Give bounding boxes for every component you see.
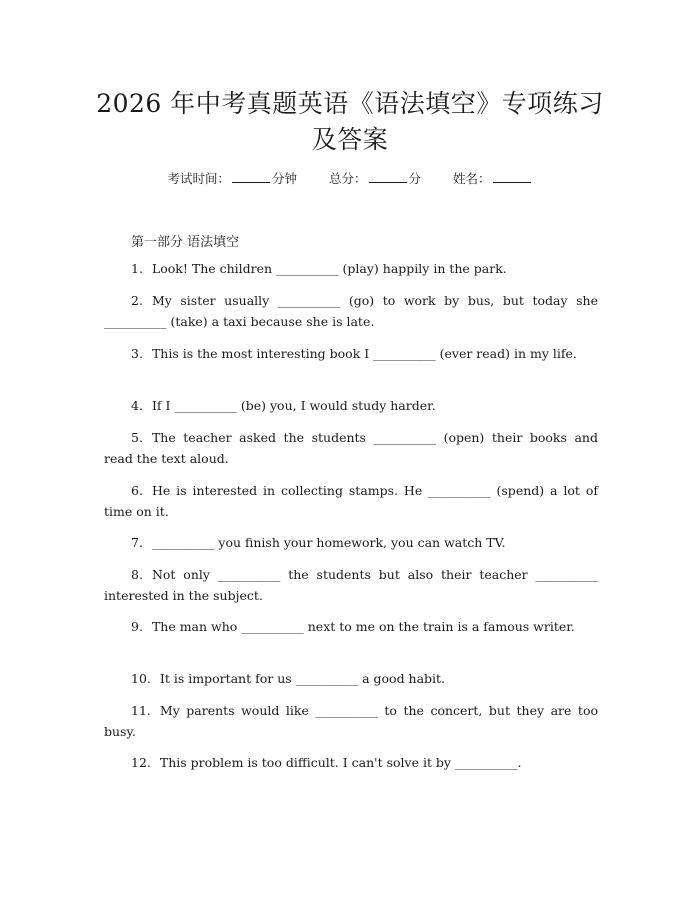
question-item: [104, 291, 598, 332]
student-name-label: 姓名：: [453, 171, 491, 186]
question-item: [104, 701, 598, 742]
question-text: My parents would like __________ to the concert, but they are too busy.: [104, 703, 598, 739]
question-number: 12.: [131, 755, 151, 770]
question-item: [104, 396, 598, 417]
exam-time-unit: 分钟: [271, 171, 297, 186]
question-text: It is important for us __________ a good habit.: [159, 671, 446, 686]
question-text: Not only __________ the students but also their teacher __________ interested in the subject.: [104, 567, 598, 603]
total-score-label: 总分：: [328, 171, 367, 186]
question-text: Look! The children __________ (play) happily in the park.: [151, 261, 507, 276]
section-title: 第一部分 语法填空: [131, 235, 240, 250]
question-text: This problem is too difficult. I can't solve it by __________.: [159, 755, 522, 770]
question-item: [104, 669, 598, 690]
question-number: 4.: [131, 398, 143, 413]
question-text: My sister usually __________ (go) to work by bus, but today she __________ (take) a taxi because she is late.: [104, 293, 598, 329]
question-text: The man who __________ next to me on the train is a famous writer.: [151, 619, 575, 634]
question-item: [104, 259, 598, 280]
exam-time-blank: [232, 170, 270, 183]
question-text: If I __________ (be) you, I would study harder.: [151, 398, 436, 413]
question-item: [104, 753, 598, 774]
question-number: 8.: [131, 567, 143, 582]
student-name-blank: [493, 170, 531, 183]
question-text: The teacher asked the students __________ (open) their books and read the text aloud.: [104, 430, 598, 466]
question-number: 5.: [131, 430, 143, 445]
exam-time-label: 考试时间：: [167, 171, 230, 186]
total-score: [329, 171, 421, 186]
question-number: 7.: [131, 535, 143, 550]
question-number: 3.: [131, 346, 143, 361]
page-title-continued: 及答案: [311, 125, 389, 154]
question-number: 11.: [131, 703, 151, 718]
exam-info-line: [0, 169, 700, 187]
question-number: 10.: [131, 671, 151, 686]
question-text: This is the most interesting book I __________ (ever read) in my life.: [151, 346, 577, 361]
total-score-unit: 分: [408, 171, 422, 186]
question-item: [104, 533, 598, 554]
question-text: He is interested in collecting stamps. He __________ (spend) a lot of time on it.: [104, 483, 598, 519]
student-name: [453, 171, 533, 186]
question-item: [104, 565, 598, 606]
question-number: 2.: [131, 293, 143, 308]
question-text: __________ you finish your homework, you can watch TV.: [151, 535, 506, 550]
question-number: 1.: [131, 261, 143, 276]
total-score-blank: [369, 170, 407, 183]
page-title: 2026 年中考真题英语《语法填空》专项练习: [96, 89, 604, 118]
question-item: [104, 481, 598, 522]
exam-time: [167, 171, 297, 186]
question-number: 9.: [131, 619, 143, 634]
question-item: [104, 617, 598, 638]
question-number: 6.: [131, 483, 143, 498]
question-item: [104, 344, 598, 365]
question-item: [104, 428, 598, 469]
